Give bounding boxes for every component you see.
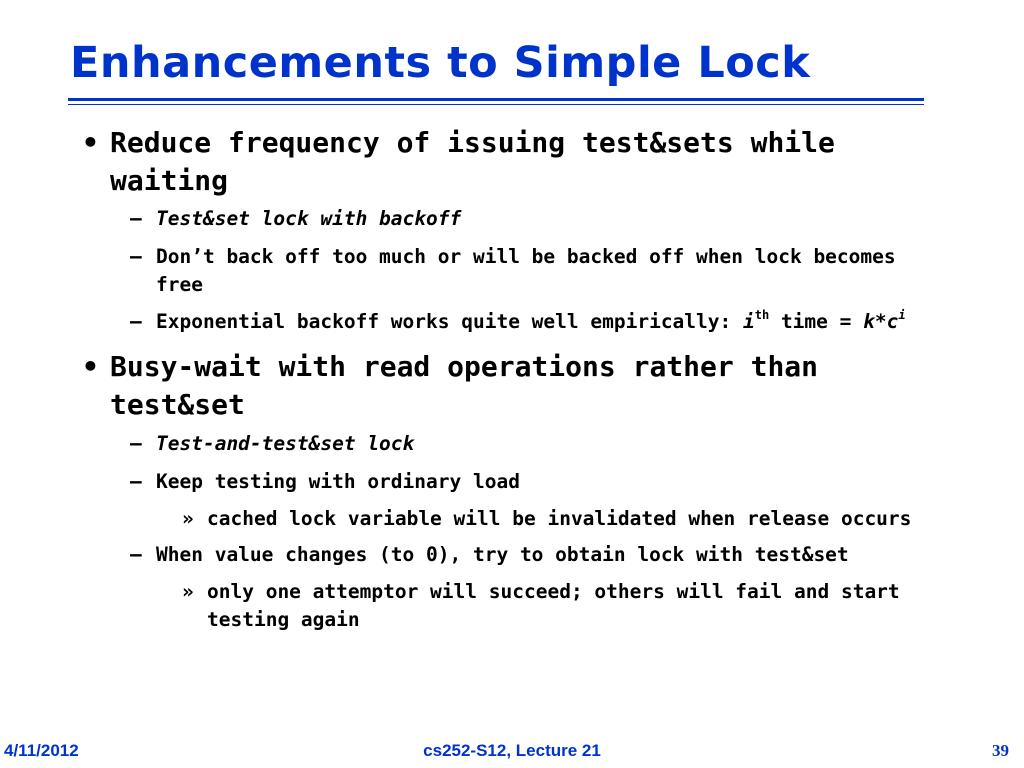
sub-sub-bullet-item <box>182 578 962 634</box>
dash-marker: – <box>130 432 142 455</box>
footer-date: 4/11/2012 <box>4 741 79 760</box>
slide-title: Enhancements to Simple Lock <box>70 38 811 88</box>
footer-course: cs252-S12, Lecture 21 <box>423 741 601 760</box>
page-number: 39 <box>992 741 1009 760</box>
dash-marker: – <box>130 245 142 268</box>
title-underline-thin <box>68 104 924 105</box>
sub-bullet-text: Keep testing with ordinary load <box>156 470 520 493</box>
sub-bullet-item <box>130 468 910 496</box>
bullet-marker: • <box>82 350 99 383</box>
sub-bullet-item <box>130 308 910 336</box>
chevron-marker: » <box>182 580 194 603</box>
dash-marker: – <box>130 543 142 566</box>
sub-sub-bullet-text: cached lock variable will be invalidated when release occurs <box>207 507 912 530</box>
sub-bullet-item <box>130 541 910 569</box>
bullet-text: Reduce frequency of issuing test&sets while waiting <box>110 126 835 197</box>
sub-bullet-text: Test&set lock with backoff <box>156 207 462 230</box>
sub-bullet-text <box>156 308 910 336</box>
dash-marker: – <box>130 310 142 333</box>
sub-bullet-text: When value changes (to 0), try to obtain lock with test&set <box>156 543 849 566</box>
formula-kc: k*c <box>863 310 899 333</box>
formula-mid: time = <box>769 310 864 333</box>
bullet-text: Busy-wait with read operations rather than test&set <box>110 350 819 421</box>
formula-var-i: i <box>743 310 755 333</box>
bullet-marker: • <box>82 126 99 159</box>
title-underline-thick <box>68 98 924 101</box>
formula-sup-i: i <box>898 308 906 322</box>
bullet-item <box>82 348 882 424</box>
sub-bullet-item <box>130 430 910 458</box>
sub-bullet-text: Test-and-test&set lock <box>156 432 415 455</box>
sub-bullet-text: Don’t back off too much or will be backed off when lock becomes free <box>156 245 896 296</box>
chevron-marker: » <box>182 507 194 530</box>
bullet-item <box>82 124 882 200</box>
sub-sub-bullet-text: only one attemptor will succeed; others will fail and start testing again <box>207 580 900 631</box>
formula-sup-th: th <box>754 308 770 322</box>
sub-sub-bullet-item <box>182 505 962 533</box>
sub-bullet-item <box>130 205 910 233</box>
dash-marker: – <box>130 470 142 493</box>
sub-bullet-item <box>130 243 910 299</box>
dash-marker: – <box>130 207 142 230</box>
formula-prefix: Exponential backoff works quite well empirically: <box>156 310 743 333</box>
